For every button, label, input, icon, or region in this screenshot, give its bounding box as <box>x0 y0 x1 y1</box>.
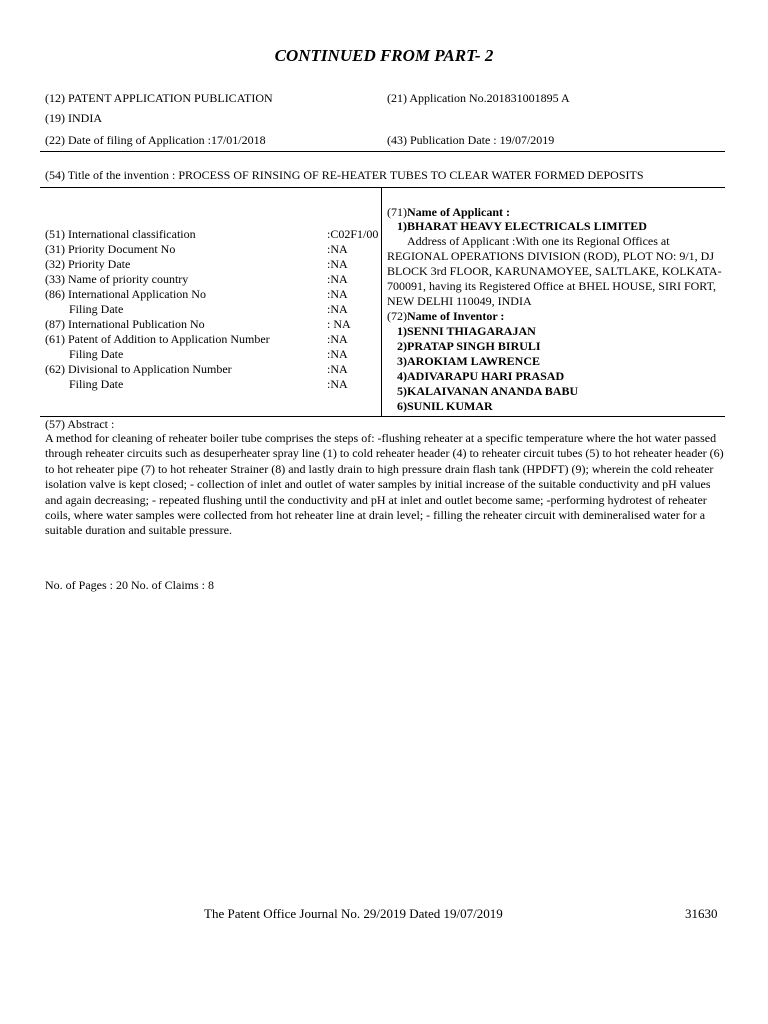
inventor-heading-text: Name of Inventor : <box>407 309 505 323</box>
inventor-name: 1)SENNI THIAGARAJAN <box>397 324 536 338</box>
applicant-prefix: (71) <box>387 205 407 219</box>
application-number: (21) Application No.201831001895 A <box>387 91 570 105</box>
field-value: :NA <box>327 332 348 346</box>
country: (19) INDIA <box>45 111 102 125</box>
field-value: :NA <box>327 272 348 286</box>
journal-footer: The Patent Office Journal No. 29/2019 Dated 19/07/2019 <box>204 906 503 921</box>
publication-type: (12) PATENT APPLICATION PUBLICATION <box>45 91 273 105</box>
abstract-heading: (57) Abstract : <box>45 417 115 431</box>
inventor-name: 3)AROKIAM LAWRENCE <box>397 354 541 368</box>
field-label: (61) Patent of Addition to Application Number <box>45 332 270 346</box>
field-label: (62) Divisional to Application Number <box>45 362 232 376</box>
field-value: :C02F1/00 <box>327 227 379 241</box>
applicant-heading <box>387 205 510 220</box>
field-label: Filing Date <box>69 347 124 361</box>
inventor-heading <box>387 309 504 324</box>
field-value: :NA <box>327 302 348 316</box>
field-value: : NA <box>327 317 351 331</box>
applicant-address: REGIONAL OPERATIONS DIVISION (ROD), PLOT NO: 9/1, DJ BLOCK 3rd FLOOR, KARUNAMOYEE, SALTLAKE, KOLKATA- 700091, having its Registered Office at BHEL HOUSE, SIRI FORT, NEW DELHI 110049, INDIA <box>387 249 722 308</box>
inventor-prefix: (72) <box>387 309 407 323</box>
field-value: :NA <box>327 242 348 256</box>
abstract-text: A method for cleaning of reheater boiler tube comprises the steps of: -flushing reheater at a specific temperature where the hot water passed through reheater circuits such as desuperheater spray line (1) to cold reheater header (4) to reheater circuit tubes (5) to hot reheater header (6) to hot reheater pipe (7) to hot reheater Strainer (8) and lastly drain to high pressure drain flash tank (HPDFT) (9); wherein the cold reheater isolation valve is kept closed; - collection of inlet and outlet of water samples by initial increase of the suitable conductivity and pH values and again decreasing; - repeated flushing until the conductivity and pH at inlet and outlet become same; -performing hydrotest of reheater coils, where water samples were collected from hot reheater line at drain level; - filling the reheater circuit with demineralised water for a suitable duration and suitable pressure. <box>45 431 724 538</box>
applicant-address-intro: Address of Applicant :With one its Regional Offices at <box>407 234 670 248</box>
divider-abstract <box>40 416 725 417</box>
field-label: (51) International classification <box>45 227 196 241</box>
invention-title: (54) Title of the invention : PROCESS OF RINSING OF RE-HEATER TUBES TO CLEAR WATER FORMED DEPOSITS <box>45 168 644 182</box>
field-value: :NA <box>327 377 348 391</box>
field-label: Filing Date <box>69 377 124 391</box>
pages-claims: No. of Pages : 20 No. of Claims : 8 <box>45 578 214 592</box>
inventor-name: 5)KALAIVANAN ANANDA BABU <box>397 384 579 398</box>
field-value: :NA <box>327 362 348 376</box>
column-divider <box>381 187 382 416</box>
filing-date: (22) Date of filing of Application :17/01/2018 <box>45 133 266 147</box>
divider-title <box>40 187 725 188</box>
applicant-heading-text: Name of Applicant : <box>407 205 510 219</box>
field-label: (31) Priority Document No <box>45 242 176 256</box>
bibliographic-fields <box>45 227 380 397</box>
field-label: Filing Date <box>69 302 124 316</box>
page-number: 31630 <box>685 906 718 921</box>
publication-date: (43) Publication Date : 19/07/2019 <box>387 133 555 147</box>
field-value: :NA <box>327 347 348 361</box>
inventor-name: 6)SUNIL KUMAR <box>397 399 493 413</box>
field-label: (86) International Application No <box>45 287 206 301</box>
inventor-name: 4)ADIVARAPU HARI PRASAD <box>397 369 565 383</box>
divider-header <box>40 151 725 152</box>
field-label: (33) Name of priority country <box>45 272 189 286</box>
field-value: :NA <box>327 287 348 301</box>
inventor-name: 2)PRATAP SINGH BIRULI <box>397 339 541 353</box>
page-title: CONTINUED FROM PART- 2 <box>274 46 494 65</box>
field-label: (32) Priority Date <box>45 257 131 271</box>
field-value: :NA <box>327 257 348 271</box>
applicant-name: 1)BHARAT HEAVY ELECTRICALS LIMITED <box>397 219 647 233</box>
field-label: (87) International Publication No <box>45 317 205 331</box>
